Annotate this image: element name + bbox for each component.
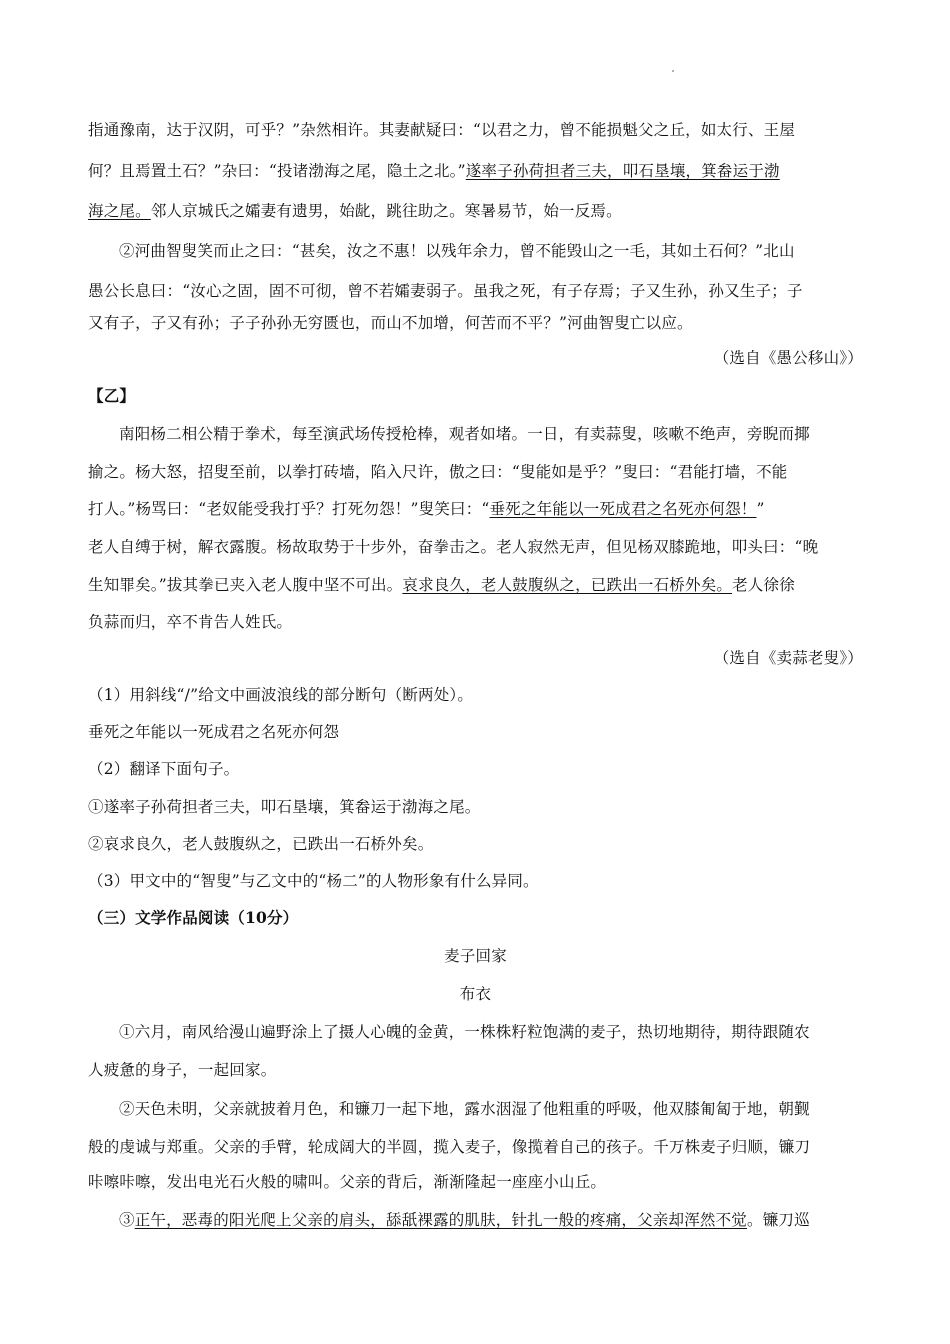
text: 负蒜而归，卒不肯告人姓氏。 [88,613,293,631]
text: 愚公长息曰：“汝心之固，固不可彻，曾不若孀妻弱子。虽我之死，有子存焉；子又生孙，孙又生子；子 [88,282,803,300]
text: 老人自缚于树，解衣露腹。杨故取势于十步外，奋拳击之。老人寂然无声，但见杨双膝跪地，叩头曰：“晚 [88,538,819,556]
passage-jia-line-2 [88,161,863,181]
underlined-sentence: 海之尾。 [88,202,151,220]
source-jia: （选自《愚公移山》） [713,349,863,367]
question-2-a: ①遂率子孙荷担者三夫，叩石垦壤，箕畚运于渤海之尾。 [88,798,481,816]
passage-jia-para2-line-3 [88,313,863,333]
passage-yi-line-3 [88,499,863,519]
text: ②河曲智叟笑而止之曰：“甚矣，汝之不惠！以残年余力，曾不能毁山之一毛，其如土石何？”北山 [119,242,795,260]
underlined-sentence: 正午，恶毒的阳光爬上父亲的肩头，舔舐裸露的肌肤，针扎一般的疼痛，父亲却浑然不觉 [134,1211,748,1229]
text: 又有子，子又有孙；子子孙孙无穷匮也，而山不加增，何苦而不平？”河曲智叟亡以应。 [88,314,693,332]
article-para1-line-2: 人疲惫的身子，一起回家。 [88,1061,277,1079]
text: 老人徐徐 [732,576,795,594]
question-3: （3）甲文中的“智叟”与乙文中的“杨二”的人物形象有什么异同。 [88,872,539,890]
article-para2-line-2: 般的虔诚与郑重。父亲的手臂，轮成阔大的半圆，揽入麦子，像揽着自己的孩子。千万株麦子归顺，镰刀 [88,1138,811,1156]
text: ” [756,500,765,518]
article-para1-line-1: ①六月，南风给漫山遍野涂上了摄人心魄的金黄，一株株籽粒饱满的麦子，热切地期待，期待跟随农 [119,1023,810,1041]
source-yi: （选自《卖蒜老叟》） [713,649,863,667]
text: 指通豫南，达于汉阴，可乎？”杂然相许。其妻献疑曰：“以君之力，曾不能损魁父之丘，如太行、王屋 [88,121,796,139]
article-author: 布衣 [459,985,492,1003]
passage-yi-line-1 [119,424,863,444]
article-para2-line-3: 咔嚓咔嚓，发出电光石火般的啸叫。父亲的背后，渐渐隆起一座座小山丘。 [88,1173,607,1191]
question-1: （1）用斜线“/”给文中画波浪线的部分断句（断两处）。 [88,686,474,704]
text: 揄之。杨大怒，招叟至前，以拳打砖墙，陷入尺许，傲之曰：“叟能如是乎？”叟曰：“君能打墙，不能 [88,463,788,481]
passage-yi-line-5 [88,575,863,595]
passage-jia-para2-line-1 [119,241,863,261]
text: 邻人京城氏之孀妻有遗男，始龀，跳往助之。寒暑易节，始一反焉。 [150,202,622,220]
question-2-b: ②哀求良久，老人鼓腹纵之，已跌出一石桥外矣。 [88,835,434,853]
passage-jia-line-3 [88,201,863,221]
text: 打人。”杨骂曰：“老奴能受我打乎？打死勿怨！”叟笑曰：“ [88,500,490,518]
passage-yi-line-4 [88,537,863,557]
underlined-sentence: 遂率子孙荷担者三夫，叩石垦壤，箕畚运于渤 [465,162,780,180]
passage-yi-line-6 [88,612,863,632]
text: ③ [119,1211,135,1229]
passage-jia-para2-line-2 [88,281,863,301]
question-2: （2）翻译下面句子。 [88,760,240,778]
wavy-underlined-sentence: 垂死之年能以一死成君之名死亦何怨！ [489,500,757,518]
section-3-heading: （三）文学作品阅读（10分） [88,908,299,927]
article-para2-line-1: ②天色未明，父亲就披着月色，和镰刀一起下地，露水洇湿了他粗重的呼吸，他双膝匍匐于地，朝觐 [119,1100,810,1118]
underlined-sentence: 哀求良久，老人鼓腹纵之，已跌出一石桥外矣。 [402,576,733,594]
passage-yi-line-2 [88,462,863,482]
text: 。镰刀巡 [747,1211,810,1229]
question-1-text: 垂死之年能以一死成君之名死亦何怨 [88,723,340,741]
text: 何？且焉置土石？”杂曰：“投诸渤海之尾，隐土之北。” [88,162,466,180]
text: 生知罪矣。”拔其拳已夹入老人腹中坚不可出。 [88,576,403,594]
passage-yi-heading: 【乙】 [88,386,136,405]
text: 南阳杨二相公精于拳术，每至演武场传授枪棒，观者如堵。一日，有卖蒜叟，咳嗽不绝声，旁睨而揶 [119,425,810,443]
page-mark [672,70,674,72]
passage-jia-line-1 [88,120,863,140]
article-title: 麦子回家 [444,947,507,965]
article-para3-line-1 [119,1210,863,1230]
